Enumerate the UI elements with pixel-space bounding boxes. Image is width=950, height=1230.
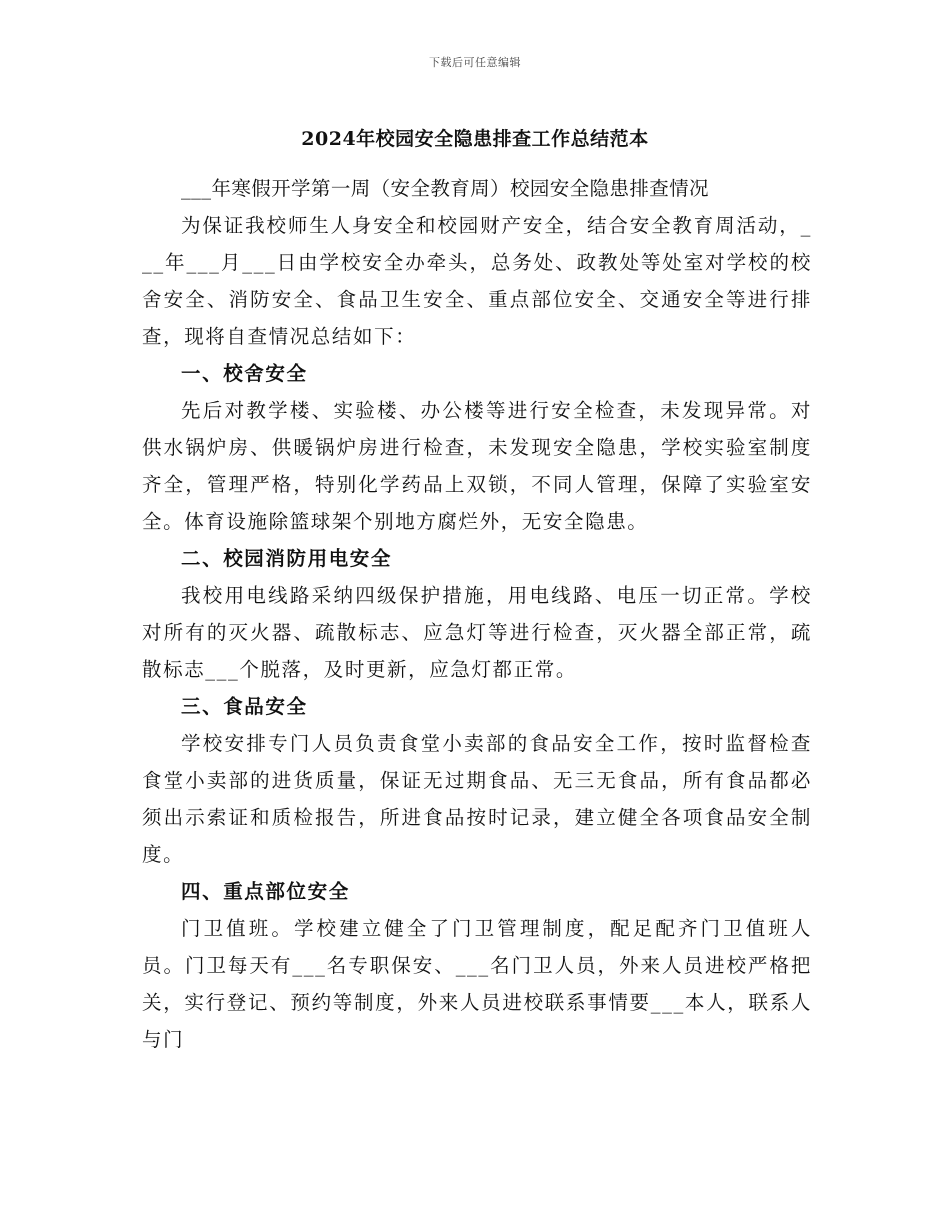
paragraph-section-4: 门卫值班。学校建立健全了门卫管理制度，配足配齐门卫值班人员。门卫每天有___名专职保安、___名门卫人员，外来人员进校严格把关，实行登记、预约等制度，外来人员进校联系事情要___本人，联系人与门 — [142, 917, 812, 1051]
paragraph-section-1: 先后对教学楼、实验楼、办公楼等进行安全检查，未发现异常。对供水锅炉房、供暖锅炉房进行检查，未发现安全隐患，学校实验室制度齐全，管理严格，特别化学药品上双锁，不同人管理，保障了实验室安全。体育设施除篮球架个别地方腐烂外，无安全隐患。 — [142, 399, 812, 533]
paragraph-section-3: 学校安排专门人员负责食堂小卖部的食品安全工作，按时监督检查食堂小卖部的进货质量，保证无过期食品、无三无食品，所有食品都必须出示索证和质检报告，所进食品按时记录，建立健全各项食品安全制度。 — [142, 732, 812, 866]
section-heading-2: 二、校园消防用电安全 — [181, 547, 393, 570]
document-title: 2024年校园安全隐患排查工作总结范本 — [301, 128, 649, 150]
document-body — [142, 170, 812, 1058]
section-heading-4: 四、重点部位安全 — [181, 880, 350, 903]
header-note: 下载后可任意编辑 — [429, 56, 521, 69]
section-heading-1: 一、校舍安全 — [181, 362, 308, 385]
paragraph-intro-line: ___年寒假开学第一周（安全教育周）校园安全隐患排查情况 — [181, 177, 709, 200]
section-heading-3: 三、食品安全 — [181, 695, 308, 718]
paragraph-intro: 为保证我校师生人身安全和校园财产安全，结合安全教育周活动，___年___月___日由学校安全办牵头，总务处、政教处等处室对学校的校舍安全、消防安全、食品卫生安全、重点部位安全、交通安全等进行排查，现将自查情况总结如下： — [142, 214, 812, 348]
paragraph-section-2: 我校用电线路采纳四级保护措施，用电线路、电压一切正常。学校对所有的灭火器、疏散标志、应急灯等进行检查，灭火器全部正常，疏散标志___个脱落，及时更新，应急灯都正常。 — [142, 584, 812, 681]
